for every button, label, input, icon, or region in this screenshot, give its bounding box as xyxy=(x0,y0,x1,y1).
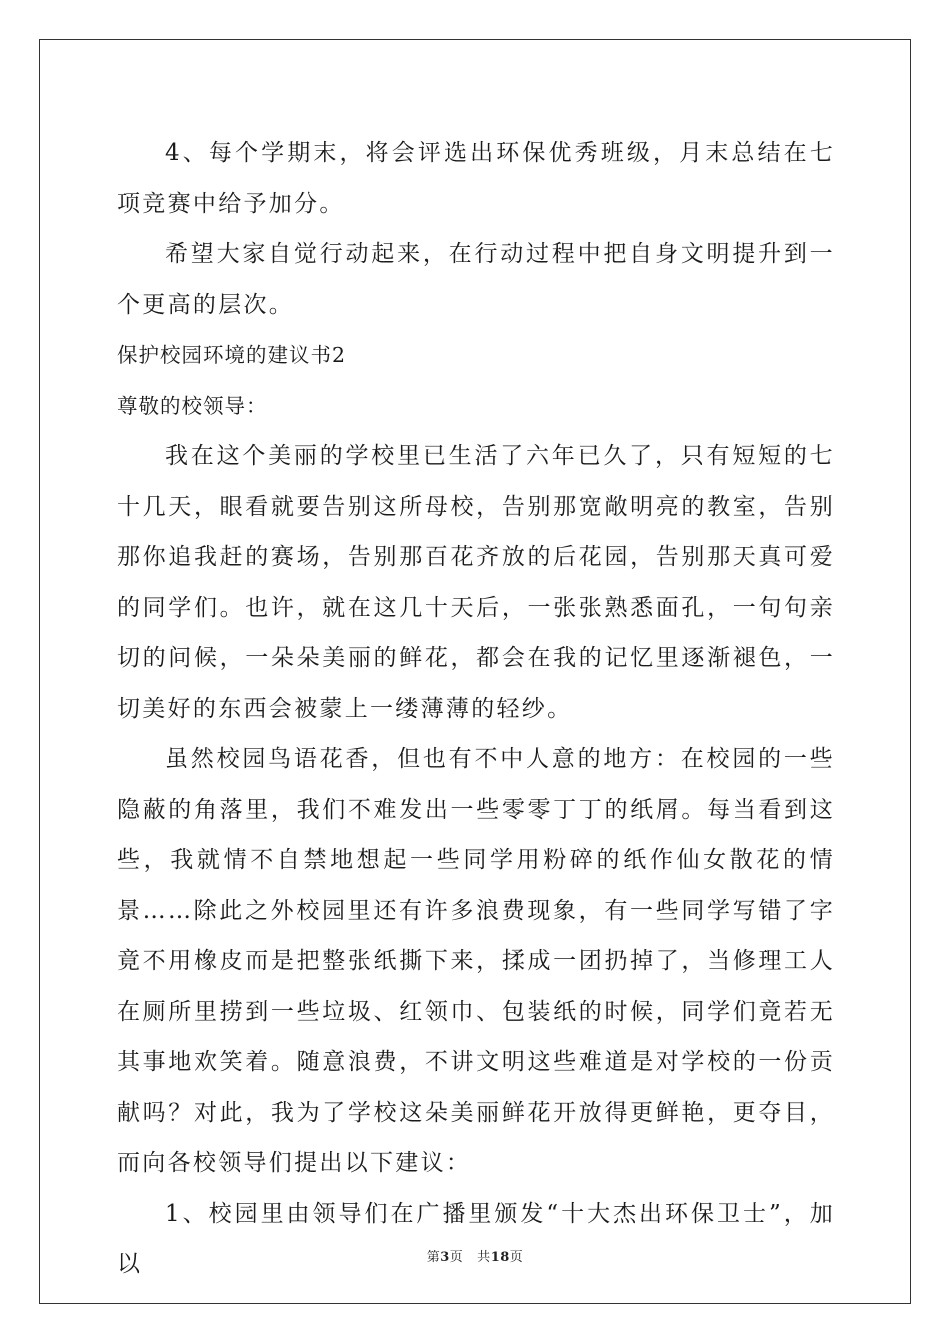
salutation: 尊敬的校领导： xyxy=(117,393,268,418)
page-number: 3 xyxy=(440,1250,450,1265)
paragraph-hope: 希望大家自觉行动起来，在行动过程中把自身文明提升到一个更高的层次。 xyxy=(117,241,835,318)
total-suffix: 页 xyxy=(509,1250,524,1265)
paragraph-problems: 虽然校园鸟语花香，但也有不中人意的地方：在校园的一些隐蔽的角落里，我们不难发出一些零零丁丁的纸屑。每当看到这些，我就情不自禁地想起一些同学用粉碎的纸作仙女散花的情景……除此之外校园里还有许多浪费现象，有一些同学写错了字竟不用橡皮而是把整张纸撕下来，揉成一团扔掉了，当修理工人在厕所里捞到一些垃圾、红领巾、包装纸的时候，同学们竟若无其事地欢笑着。随意浪费，不讲文明这些难道是对学校的一份贡献吗？对此，我为了学校这朵美丽鲜花开放得更鲜艳，更夺目，而向各校领导们提出以下建议： xyxy=(117,746,835,1176)
page-footer xyxy=(0,1246,950,1265)
paragraph-farewell: 我在这个美丽的学校里已生活了六年已久了，只有短短的七十几天，眼看就要告别这所母校，告别那宽敞明亮的教室，告别那你追我赶的赛场，告别那百花齐放的后花园，告别那天真可爱的同学们。也许，就在这几十天后，一张张熟悉面孔，一句句亲切的问候，一朵朵美丽的鲜花，都会在我的记忆里逐渐褪色，一切美好的东西会被蒙上一缕薄薄的轻纱。 xyxy=(117,443,835,722)
document-body xyxy=(117,128,835,1290)
paragraph-suggestion-1: 1、校园里由领导们在广播里颁发“十大杰出环保卫士”，加以 xyxy=(117,1200,835,1277)
section-title: 保护校园环境的建议书2 xyxy=(117,343,347,367)
page-prefix: 第 xyxy=(426,1250,441,1265)
total-prefix: 共 xyxy=(477,1250,491,1265)
paragraph-item-4: 4、每个学期末，将会评选出环保优秀班级，月末总结在七项竞赛中给予加分。 xyxy=(117,140,835,217)
total-pages: 18 xyxy=(490,1250,510,1265)
page-suffix: 页 xyxy=(449,1250,464,1265)
